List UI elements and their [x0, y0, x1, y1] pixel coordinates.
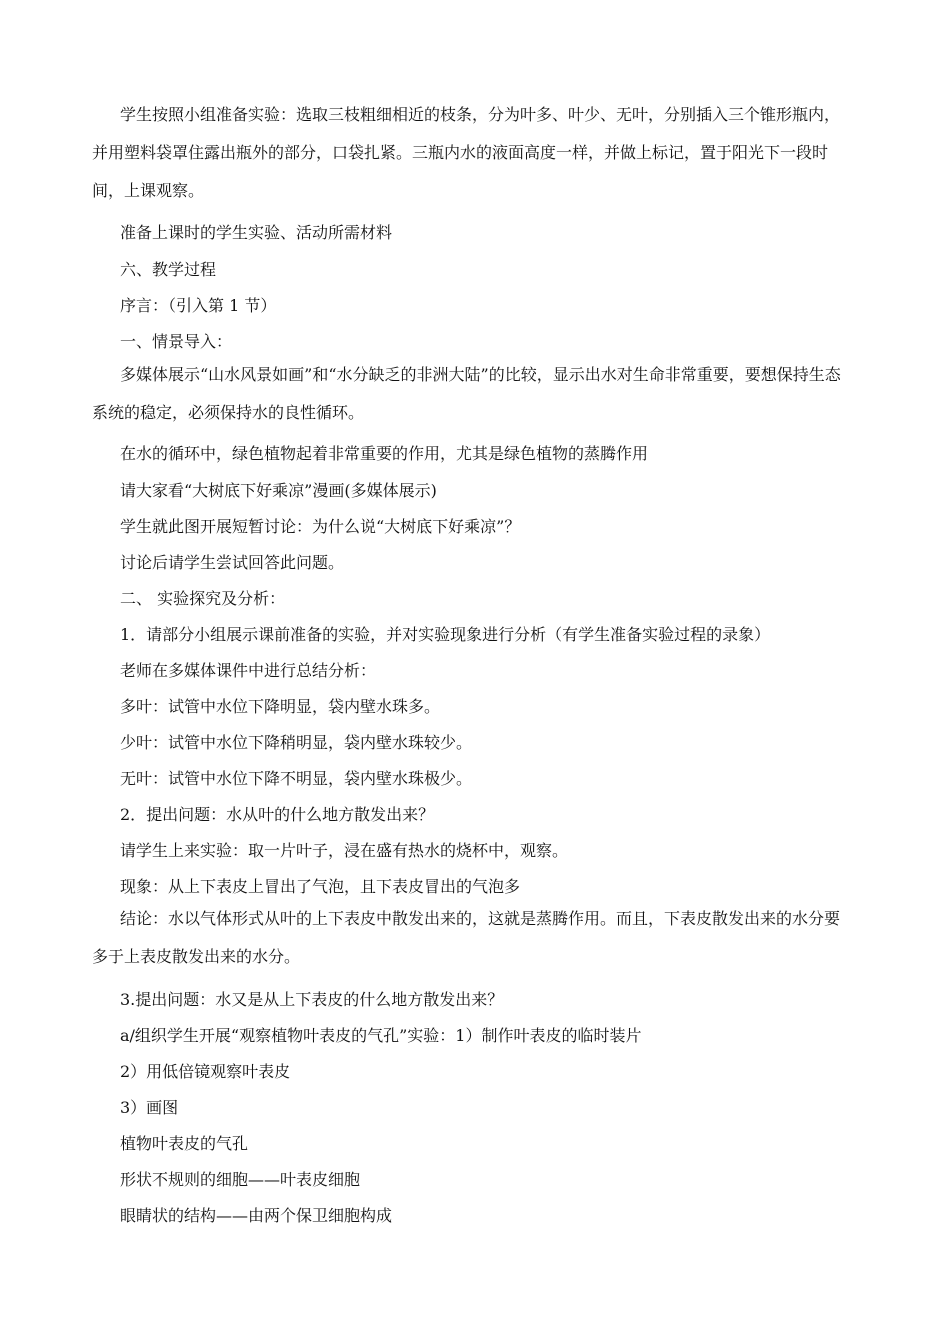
- paragraph-water-cycle: 在水的循环中，绿色植物起着非常重要的作用，尤其是绿色植物的蒸腾作用: [120, 444, 649, 463]
- paragraph-preface: 序言：（引入第 1 节）: [120, 296, 277, 315]
- paragraph-item-3: 3.提出问题：水又是从上下表皮的什么地方散发出来？: [120, 990, 504, 1009]
- paragraph-prep-experiment: 学生按照小组准备实验：选取三枝粗细相近的枝条，分为叶多、叶少、无叶，分别插入三个锥形瓶内，并用塑料袋罩住露出瓶外的部分，口袋扎紧。三瓶内水的液面高度一样，并做上标记，置于阳光下一段时间，上课观察。: [92, 105, 841, 200]
- paragraph-discussion: 学生就此图开展短暂讨论：为什么说“大树底下好乘凉”？: [120, 517, 521, 536]
- paragraph-many-leaves: 多叶：试管中水位下降明显，袋内壁水珠多。: [120, 697, 441, 716]
- paragraph-multimedia-compare: 多媒体展示“山水风景如画”和“水分缺乏的非洲大陆”的比较，显示出水对生命非常重要，要想保持生态系统的稳定，必须保持水的良性循环。: [92, 365, 841, 422]
- paragraph-no-leaves: 无叶：试管中水位下降不明显，袋内壁水珠极少。: [120, 769, 473, 788]
- paragraph-item-2: 2．提出问题：水从叶的什么地方散发出来？: [120, 805, 435, 824]
- paragraph-cartoon: 请大家看“大树底下好乘凉”漫画(多媒体展示): [120, 481, 437, 500]
- paragraph-stomata-experiment: a/组织学生开展“观察植物叶表皮的气孔”实验：1）制作叶表皮的临时装片: [120, 1026, 642, 1045]
- paragraph-stomata-title: 植物叶表皮的气孔: [120, 1134, 249, 1153]
- paragraph-phenomenon: 现象：从上下表皮上冒出了气泡，且下表皮冒出的气泡多: [120, 877, 521, 896]
- paragraph-step-3: 3）画图: [120, 1098, 179, 1117]
- paragraph-few-leaves: 少叶：试管中水位下降稍明显，袋内壁水珠较少。: [120, 733, 473, 752]
- paragraph-teacher-summary: 老师在多媒体课件中进行总结分析：: [120, 661, 377, 680]
- paragraph-step-2: 2）用低倍镜观察叶表皮: [120, 1062, 291, 1081]
- heading-scene-intro: 一、情景导入：: [120, 332, 233, 351]
- heading-experiment-analysis: 二、 实验探究及分析：: [120, 589, 286, 608]
- paragraph-student-experiment: 请学生上来实验：取一片叶子，浸在盛有热水的烧杯中，观察。: [120, 841, 569, 860]
- heading-teaching-process: 六、教学过程: [120, 260, 217, 279]
- paragraph-guard-cells: 眼睛状的结构——由两个保卫细胞构成: [120, 1206, 393, 1225]
- paragraph-conclusion: 结论：水以气体形式从叶的上下表皮中散发出来的，这就是蒸腾作用。而且，下表皮散发出来的水分要多于上表皮散发出来的水分。: [92, 909, 841, 966]
- paragraph-materials: 准备上课时的学生实验、活动所需材料: [120, 223, 393, 242]
- paragraph-answer: 讨论后请学生尝试回答此问题。: [120, 553, 345, 572]
- paragraph-item-1: 1．请部分小组展示课前准备的实验，并对实验现象进行分析（有学生准备实验过程的录象）: [120, 625, 771, 644]
- paragraph-epidermal-cells: 形状不规则的细胞——叶表皮细胞: [120, 1170, 361, 1189]
